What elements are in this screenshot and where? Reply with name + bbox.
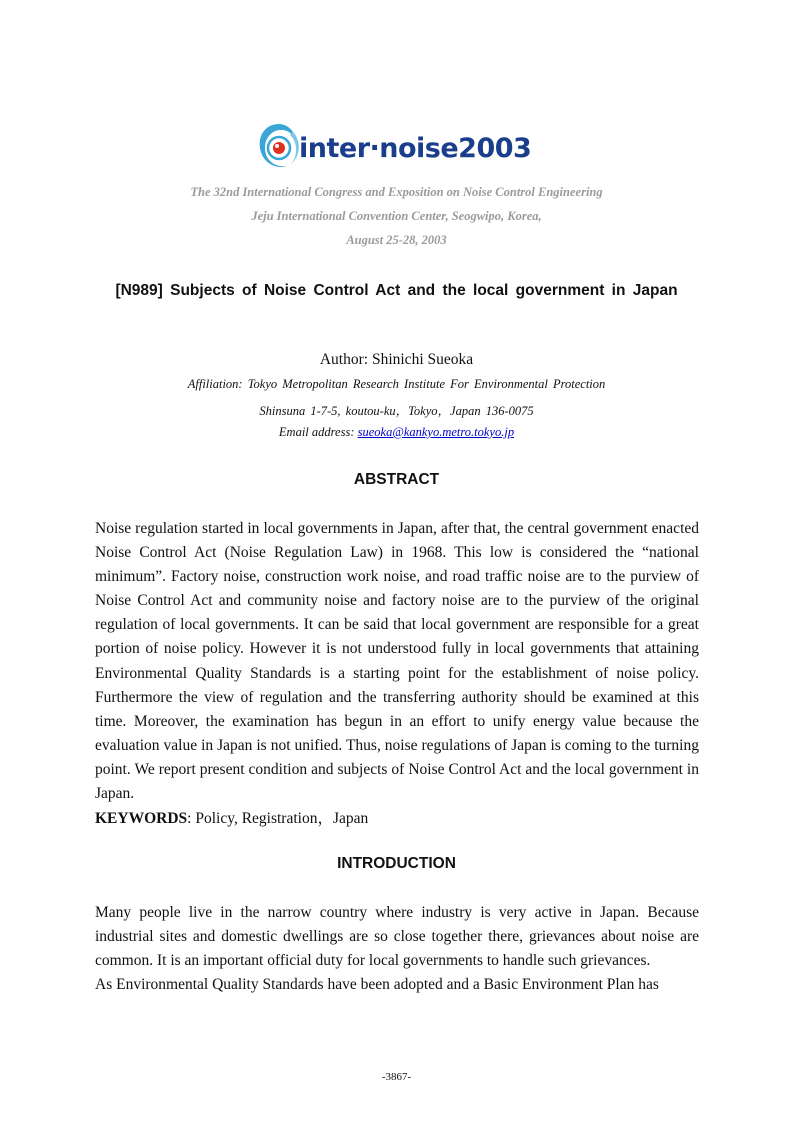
address-line: Shinsuna 1-7-5, koutou-ku，Tokyo，Japan 136-0075 bbox=[259, 404, 534, 418]
keywords-line bbox=[95, 806, 368, 828]
introduction-heading: INTRODUCTION bbox=[337, 855, 456, 872]
conference-name: The 32nd International Congress and Exposition on Noise Control Engineering bbox=[190, 185, 603, 199]
swirl-logo-icon bbox=[255, 120, 303, 176]
abstract-heading: ABSTRACT bbox=[353, 471, 440, 488]
introduction-paragraph-2: As Environmental Quality Standards have been adopted and a Basic Environment Plan has bbox=[95, 976, 659, 994]
email-line bbox=[0, 425, 793, 440]
author-line: Author: Shinichi Sueoka bbox=[319, 351, 474, 368]
logo-text: inter·noise2003 bbox=[299, 132, 532, 164]
keywords-text: : Policy, Registration，Japan bbox=[187, 810, 369, 827]
introduction-paragraph: Many people live in the narrow country where industry is very active in Japan. Because industrial sites and domestic dwellings are so close together there, grievances about noise are common. It is an important official duty for local governments to handle such grievances. bbox=[95, 904, 699, 970]
introduction-body bbox=[95, 901, 699, 997]
paper-title: [N989] Subjects of Noise Control Act and the local government in Japan bbox=[115, 282, 678, 299]
conference-logo bbox=[255, 118, 545, 178]
conference-date: August 25-28, 2003 bbox=[346, 233, 447, 247]
affiliation-line: Affiliation: Tokyo Metropolitan Research Institute For Environmental Protection bbox=[187, 377, 606, 391]
abstract-text: Noise regulation started in local governments in Japan, after that, the central government enacted Noise Control Act (Noise Regulation Law) in 1968. This low is considered the “national minimum”. Factory noise, construction work noise, and road traffic noise are to the purview of Noise Control Act and community noise and factory noise are to the purview of the original regulation of local governments. It can be said that local government are responsible for a great portion of noise policy. However it is not understood fully in local governments that attaining Environmental Quality Standards is a starting point for the establishment of noise policy. Furthermore the view of regulation and the transferring authority should be examined at this time. Moreover, the examination has begun in an effort to unify energy value because the evaluation value in Japan is not unified. Thus, noise regulations of Japan is coming to the turning point. We report present condition and subjects of Noise Control Act and the local government in Japan. bbox=[95, 520, 699, 803]
page-number: -3867- bbox=[381, 1071, 412, 1083]
email-label: Email address: bbox=[278, 425, 358, 439]
email-link[interactable]: sueoka@kankyo.metro.tokyo.jp bbox=[357, 425, 515, 439]
conference-venue: Jeju International Convention Center, Seogwipo, Korea, bbox=[251, 209, 542, 223]
keywords-label: KEYWORDS bbox=[95, 810, 188, 827]
